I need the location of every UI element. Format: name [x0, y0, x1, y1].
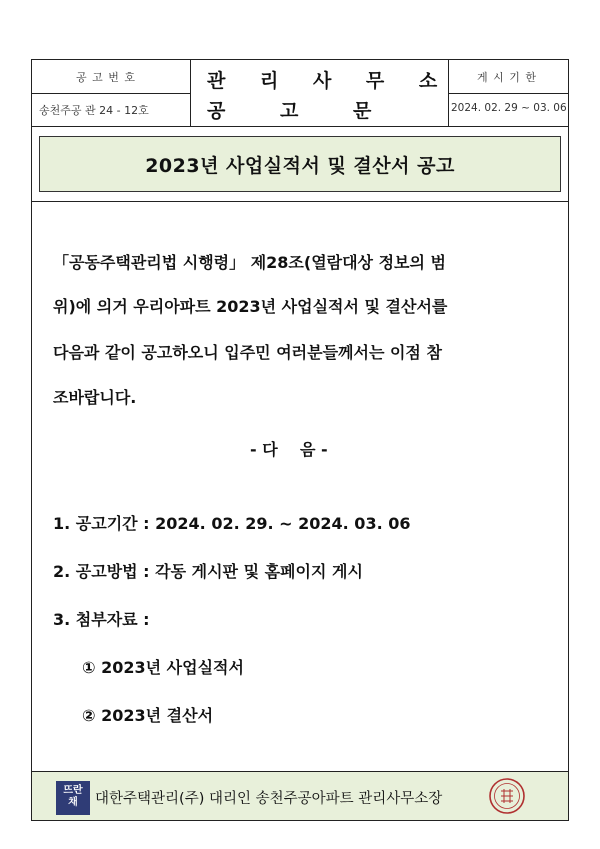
header-divider — [32, 126, 568, 127]
attachment-2: ② 2023년 결산서 — [82, 706, 214, 725]
title-divider — [32, 201, 568, 202]
logo-text: 뜨란채 — [63, 785, 83, 808]
company-logo — [56, 781, 90, 815]
center-heading: - 다 음 - — [250, 440, 328, 459]
posting-period-label: 게 시 기 한 — [477, 71, 537, 84]
office-title-cell — [191, 60, 452, 126]
item-method: 2. 공고방법 : 각동 게시판 및 홈페이지 게시 — [53, 562, 363, 581]
notice-title: 2023년 사업실적서 및 결산서 공고 — [145, 154, 455, 177]
issuer-name: 대한주택관리(주) 대리인 송천주공아파트 관리사무소장 — [95, 791, 443, 807]
notice-title-box — [39, 136, 561, 192]
office-title: 관 리 사 무 소 — [207, 70, 452, 92]
paragraph-line-2: 위)에 의거 우리아파트 2023년 사업실적서 및 결산서를 — [53, 297, 448, 316]
header-table — [32, 60, 568, 126]
posting-period-value: 2024. 02. 29 ~ 03. 06 — [451, 102, 567, 114]
item-attachments: 3. 첨부자료 : — [53, 610, 150, 629]
item-period: 1. 공고기간 : 2024. 02. 29. ~ 2024. 03. 06 — [53, 514, 411, 533]
notice-word: 공 고 문 — [207, 100, 372, 122]
posting-period-cell — [449, 60, 568, 126]
paragraph-line-4: 조바랍니다. — [53, 388, 137, 407]
official-seal-icon — [488, 777, 526, 815]
notice-document — [31, 59, 569, 821]
attachment-1: ① 2023년 사업실적서 — [82, 658, 244, 677]
paragraph-line-3: 다음과 같이 공고하오니 입주민 여러분들께서는 이점 참 — [53, 343, 442, 362]
footer — [32, 771, 568, 821]
paragraph-line-1: 「공동주택관리법 시행령」 제28조(열람대상 정보의 범 — [53, 253, 446, 272]
notice-number-label: 공 고 번 호 — [76, 71, 136, 84]
notice-number-cell — [32, 60, 191, 126]
notice-number-value: 송천주공 관 24 - 12호 — [39, 104, 149, 117]
